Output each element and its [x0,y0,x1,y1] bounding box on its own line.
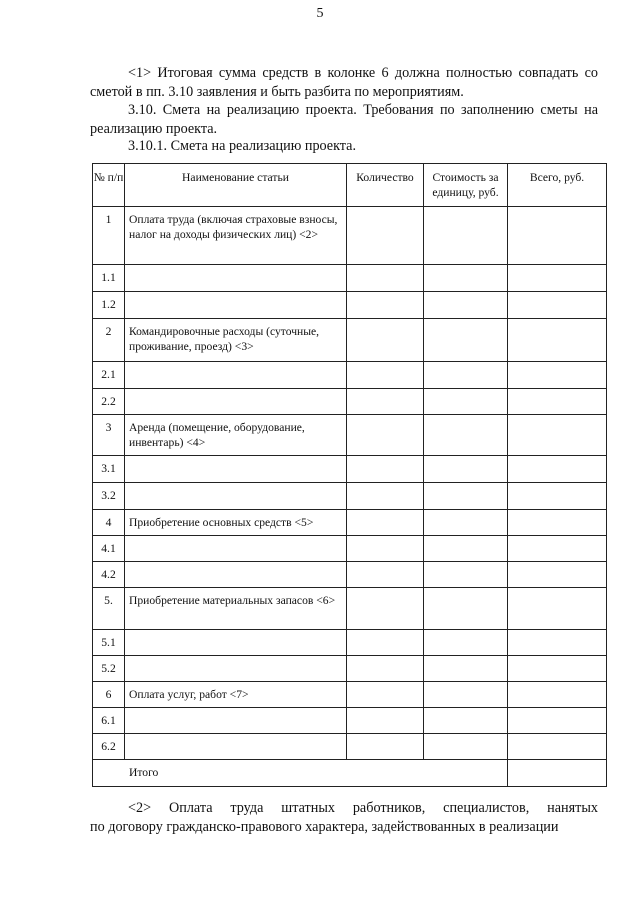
table-row [93,656,607,682]
quantity-cell [347,483,424,510]
row-name: Приобретение основных средств <5> [125,510,347,536]
estimate-table [92,163,607,787]
total-cell [508,207,607,265]
quantity-cell [347,630,424,656]
row-name [125,562,347,588]
table-row [93,362,607,389]
row-number: 6.1 [93,708,125,734]
table-row [93,536,607,562]
quantity-cell [347,292,424,319]
row-number: 4.2 [93,562,125,588]
unit-cost-cell [424,656,508,682]
row-number: 5. [93,588,125,630]
row-number: 4 [93,510,125,536]
quantity-cell [347,415,424,456]
table-row [93,708,607,734]
row-number: 3 [93,415,125,456]
quantity-cell [347,708,424,734]
unit-cost-cell [424,207,508,265]
total-cell [508,562,607,588]
row-number: 2 [93,319,125,362]
row-name: Приобретение материальных запасов <6> [125,588,347,630]
total-cell [508,292,607,319]
row-number: 2.2 [93,389,125,415]
row-name [125,265,347,292]
header-total: Всего, руб. [508,164,607,207]
unit-cost-cell [424,630,508,656]
row-name [125,656,347,682]
total-cell [508,265,607,292]
total-cell [508,362,607,389]
quantity-cell [347,456,424,483]
quantity-cell [347,734,424,760]
footnote-2-line-2: по договору гражданско-правового характера, задействованных в реализации [90,819,559,835]
table-row [93,734,607,760]
quantity-cell [347,682,424,708]
row-number: 6 [93,682,125,708]
row-name [125,483,347,510]
row-number: 4.1 [93,536,125,562]
row-name: Аренда (помещение, оборудование, инвентарь) <4> [125,415,347,456]
total-cell [508,656,607,682]
row-name [125,389,347,415]
total-cell [508,588,607,630]
row-name: Оплата труда (включая страховые взносы, налог на доходы физических лиц) <2> [125,207,347,265]
quantity-cell [347,319,424,362]
table-row [93,588,607,630]
quantity-cell [347,389,424,415]
unit-cost-cell [424,292,508,319]
table-row [93,510,607,536]
page-number: 5 [316,6,324,21]
unit-cost-cell [424,319,508,362]
total-cell [508,389,607,415]
table-row [93,456,607,483]
footnote-2-line-1: <2> Оплата труда штатных работников, специалистов, нанятых [128,800,598,816]
unit-cost-cell [424,456,508,483]
table-row [93,415,607,456]
unit-cost-cell [424,588,508,630]
header-num: № п/п [93,164,125,207]
quantity-cell [347,656,424,682]
row-number: 1.1 [93,265,125,292]
table-row [93,207,607,265]
total-cell [508,319,607,362]
row-name: Командировочные расходы (суточные, проживание, проезд) <3> [125,319,347,362]
total-cell [508,630,607,656]
table-row [93,319,607,362]
quantity-cell [347,536,424,562]
total-cell [508,734,607,760]
unit-cost-cell [424,265,508,292]
table-header-row [93,164,607,207]
row-name [125,292,347,319]
unit-cost-cell [424,562,508,588]
quantity-cell [347,362,424,389]
row-number: 1.2 [93,292,125,319]
unit-cost-cell [424,682,508,708]
footnote-1-paragraph: <1> Итоговая сумма средств в колонке 6 должна полностью совпадать со сметой в пп. 3.10 заявления и быть разбита по мероприятиям. [90,65,598,100]
row-number: 2.1 [93,362,125,389]
unit-cost-cell [424,389,508,415]
row-name [125,708,347,734]
header-unit-cost: Стоимость за единицу, руб. [424,164,508,207]
row-number: 3.2 [93,483,125,510]
row-name: Оплата услуг, работ <7> [125,682,347,708]
quantity-cell [347,510,424,536]
row-name [125,536,347,562]
unit-cost-cell [424,415,508,456]
table-row [93,682,607,708]
unit-cost-cell [424,734,508,760]
row-name [125,362,347,389]
total-label: Итого [93,760,508,787]
table-row [93,265,607,292]
header-quantity: Количество [347,164,424,207]
total-cell [508,483,607,510]
quantity-cell [347,562,424,588]
unit-cost-cell [424,362,508,389]
unit-cost-cell [424,483,508,510]
row-number: 6.2 [93,734,125,760]
grand-total-cell [508,760,607,787]
table-row [93,483,607,510]
unit-cost-cell [424,708,508,734]
total-cell [508,415,607,456]
table-row [93,562,607,588]
total-cell [508,682,607,708]
row-name [125,734,347,760]
table-row [93,292,607,319]
row-name [125,630,347,656]
total-cell [508,456,607,483]
total-cell [508,708,607,734]
row-number: 5.1 [93,630,125,656]
section-3-10-1-heading: 3.10.1. Смета на реализацию проекта. [128,138,357,154]
total-cell [508,536,607,562]
total-cell [508,510,607,536]
unit-cost-cell [424,510,508,536]
row-name [125,456,347,483]
quantity-cell [347,588,424,630]
quantity-cell [347,265,424,292]
header-name: Наименование статьи [125,164,347,207]
quantity-cell [347,207,424,265]
row-number: 1 [93,207,125,265]
table-row [93,389,607,415]
unit-cost-cell [424,536,508,562]
table-row [93,630,607,656]
row-number: 3.1 [93,456,125,483]
table-total-row [93,760,607,787]
row-number: 5.2 [93,656,125,682]
section-3-10-paragraph: 3.10. Смета на реализацию проекта. Требования по заполнению сметы на реализацию проекта. [90,102,598,137]
